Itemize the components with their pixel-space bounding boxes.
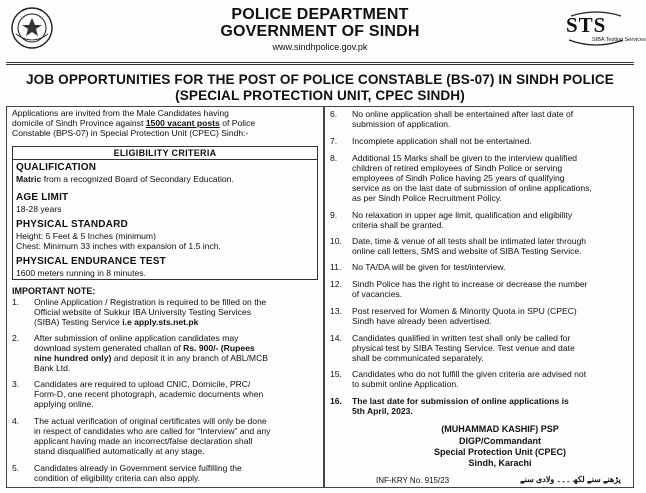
note-14-line3: shall be communicated separately. bbox=[352, 353, 484, 363]
endurance-text: 1600 meters running in 8 minutes. bbox=[16, 268, 146, 278]
note-number: 10. bbox=[330, 236, 342, 246]
challan-fee: Rs. 900/- (Rupees bbox=[183, 343, 255, 353]
intro-line3: Constable (BPS-07) in Special Protection Unit (CPEC) Sindh:- bbox=[12, 128, 249, 138]
note-8-line2: children of retired employees of Sindh Police or serving bbox=[352, 163, 563, 173]
important-note-heading: IMPORTANT NOTE: bbox=[12, 286, 96, 296]
note-8-line5: as per Sindh Police Recruitment Policy. bbox=[352, 193, 502, 203]
government-title: GOVERNMENT OF SINDH bbox=[220, 23, 420, 40]
note-number: 4. bbox=[12, 416, 20, 426]
last-date-line2: 5th April, 2023. bbox=[352, 406, 413, 416]
qualification-text: Matric from a recognized Board of Secondary Education. bbox=[16, 174, 234, 184]
note-12-line1: Sindh Police has the right to increase or decrease the number bbox=[352, 279, 588, 289]
note-8-line1: Additional 15 Marks shall be given to the interview qualified bbox=[352, 153, 577, 163]
note-14-line1: Candidates qualified in written test shall only be called for bbox=[352, 333, 571, 343]
eligibility-title: ELIGIBILITY CRITERIA bbox=[113, 148, 217, 158]
note-number: 7. bbox=[330, 136, 338, 146]
note-1-line2: Official website of Sukkur IBA University Testing Services bbox=[34, 307, 251, 317]
note-7-line1: Incomplete application shall not be entertained. bbox=[352, 136, 532, 146]
note-6-line1: No online application shall be entertained after last date of bbox=[352, 109, 574, 119]
note-14-line2: physical test by SIBA Testing Service. Test venue and date bbox=[352, 343, 575, 353]
sts-logo-text: STS bbox=[566, 13, 607, 37]
note-15-line1: Candidates who do not fulfill the given criteria are advised not bbox=[352, 369, 587, 379]
website-link[interactable]: www.sindhpolice.gov.pk bbox=[272, 42, 368, 52]
note-number: 11. bbox=[330, 262, 342, 272]
note-number: 6. bbox=[330, 109, 338, 119]
note-number: 2. bbox=[12, 333, 20, 343]
note-2-line3: nine hundred only) and deposit it in any branch of ABL/MCB bbox=[34, 353, 269, 363]
header-divider-2 bbox=[6, 64, 634, 65]
header-divider bbox=[6, 62, 634, 63]
qualification-heading: QUALIFICATION bbox=[16, 162, 97, 173]
note-number: 1. bbox=[12, 297, 20, 307]
reference-number: INF-KRY No. 915/23 bbox=[376, 476, 450, 485]
intro-line1: Applications are invited from the Male Candidates having bbox=[12, 108, 229, 118]
note-9-line2: criteria shall be granted. bbox=[352, 220, 444, 230]
note-8-line4: service as on the last date of submission of online applications, bbox=[352, 183, 592, 193]
note-5-line1: Candidates already in Government service fulfilling the bbox=[34, 463, 242, 473]
note-15-line2: to submit online Application. bbox=[352, 379, 459, 389]
last-date-line1: The last date for submission of online applications is bbox=[352, 396, 569, 406]
signatory-location: Sindh, Karachi bbox=[468, 458, 532, 468]
physical-standard-heading: PHYSICAL STANDARD bbox=[16, 219, 128, 230]
note-9-line1: No relaxation in upper age limit, qualification and eligibility bbox=[352, 210, 573, 220]
signatory-name: (MUHAMMAD KASHIF) PSP bbox=[441, 424, 559, 434]
note-3-line2: Form-D, one recent photograph, academic documents when bbox=[34, 389, 264, 399]
job-title-line2: (SPECIAL PROTECTION UNIT, CPEC SINDH) bbox=[175, 88, 465, 103]
intro-line2: domicile of Sindh Province against 1500 vacant posts of Police bbox=[12, 118, 256, 128]
note-number: 3. bbox=[12, 379, 20, 389]
note-6-line2: submission of application. bbox=[352, 119, 451, 129]
signatory-unit: Special Protection Unit (CPEC) bbox=[433, 447, 567, 457]
note-8-line3: employees of Sindh Police having 25 years of qualifying bbox=[352, 173, 565, 183]
note-11-line1: No TA/DA will be given for test/interview. bbox=[352, 262, 506, 272]
note-3-line1: Candidates are required to upload CNIC, Domicile, PRC/ bbox=[34, 379, 251, 389]
vacant-posts-count: 1500 vacant posts bbox=[145, 118, 220, 128]
note-number: 8. bbox=[330, 153, 338, 163]
endurance-heading: PHYSICAL ENDURANCE TEST bbox=[16, 256, 166, 267]
note-10-line2: online call letters, SMS and website of SIBA Testing Service. bbox=[352, 246, 582, 256]
note-2-line1: After submission of online application candidates may bbox=[34, 333, 239, 343]
sts-logo-subtext: SIBA Testing Services bbox=[592, 37, 646, 43]
note-4-line1: The actual verification of original certificates will only be done bbox=[34, 416, 267, 426]
note-2-line4: Bank Ltd. bbox=[34, 363, 71, 373]
signatory-designation: DIGP/Commandant bbox=[458, 436, 541, 446]
note-number: 12. bbox=[330, 279, 342, 289]
note-number: 5. bbox=[12, 463, 20, 473]
department-title: POLICE DEPARTMENT bbox=[231, 6, 409, 23]
note-number: 16. bbox=[330, 396, 342, 406]
note-10-line1: Date, time & venue of all tests shall be intimated later through bbox=[352, 236, 587, 246]
note-4-line4: stand disqualified automatically at any stage. bbox=[34, 446, 205, 456]
urdu-footer-note: پڑھنے سنے لکھ ۔۔۔ ولادی سنے bbox=[520, 475, 621, 484]
note-2-line2: download system generated challan of Rs. 900/- (Rupees bbox=[34, 343, 255, 353]
note-3-line3: applying online. bbox=[34, 399, 94, 409]
note-12-line2: of vacancies. bbox=[352, 289, 403, 299]
age-limit-text: 18-28 years bbox=[16, 204, 62, 214]
note-number: 14. bbox=[330, 333, 342, 343]
note-4-line3: applicant having made an incorrect/false declaration shall bbox=[34, 436, 253, 446]
note-5-line2: condition of eligibility criteria can also apply. bbox=[34, 473, 201, 483]
age-limit-heading: AGE LIMIT bbox=[16, 192, 69, 203]
note-number: 9. bbox=[330, 210, 338, 220]
note-1-line1: Online Application / Registration is required to be filled on the bbox=[34, 297, 267, 307]
chest-text: Chest: Minimum 33 inches with expansion of 1.5 inch. bbox=[16, 241, 221, 251]
note-number: 13. bbox=[330, 306, 342, 316]
note-13-line1: Post reserved for Women & Minority Quota in SPU (CPEC) bbox=[352, 306, 577, 316]
note-13-line2: Sindh have already been advertised. bbox=[352, 316, 492, 326]
note-number: 15. bbox=[330, 369, 342, 379]
note-4-line2: in respect of candidates who are called for “Interview” and any bbox=[34, 426, 271, 436]
note-1-line3: (SIBA) Testing Service i.e apply.sts.net.pk bbox=[34, 317, 199, 327]
apply-link[interactable]: i.e apply.sts.net.pk bbox=[122, 317, 199, 327]
job-title-line1: JOB OPPORTUNITIES FOR THE POST OF POLICE CONSTABLE (BS-07) IN SINDH POLICE bbox=[26, 72, 614, 87]
eligibility-divider bbox=[12, 159, 318, 160]
height-text: Height: 5 Feet & 5 Inches (minimum) bbox=[16, 231, 156, 241]
